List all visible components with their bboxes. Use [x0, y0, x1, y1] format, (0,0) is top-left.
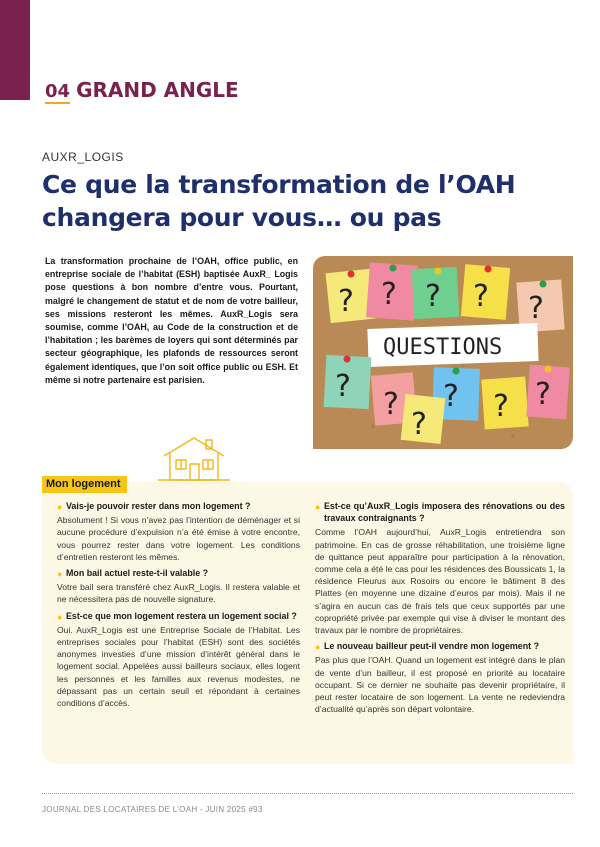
faq-question-text: Est-ce qu’AuxR_Logis imposera des rénovations ou des travaux contraignants ? [324, 501, 565, 524]
svg-text:?: ? [381, 277, 397, 312]
photo-word: QUESTIONS [383, 335, 503, 360]
faq-answer: Comme l’OAH aujourd’hui, AuxR_Logis entretiendra son patrimoine. En cas de grosse réhabilitation, une troisième ligne de quittance peut apparaître pour participation à la rénovation, comme cela a été le cas pour les résidences des Boussicats 1, la résidence Fleurus aux Rosoirs ou encore le bâtiment 8 des Plattes (en moyenne une dizaine d’euros par mois). Mais il ne s’agira en aucun cas de frais tels que ceux supportés par une copropriété privée par exemple qui vise à diviser le montant des travaux par le nombre de propriétaires. [315, 527, 565, 636]
article-intro: La transformation prochaine de l’OAH, office public, en entreprise sociale de l’habitat (ESH) baptisée AuxR_ Logis pose questions à bon nombre d’entre vous. Pourtant, malgré le changement de statut et de nom de votre bailleur, ses missions resteront les mêmes. AuxR_Logis sera soumise, comme l’OAH, au Code de la construction et de l’habitation ; les barèmes de loyers qui sont déterminés par secteur géographique, les plafonds de ressources seront également identiques, que l’on soit office public ou ESH. Et même si notre partenaire est parisien. [45, 256, 298, 385]
svg-text:?: ? [425, 279, 441, 314]
bullet-icon: ● [57, 611, 63, 622]
footer-divider [42, 793, 573, 794]
house-icon [158, 434, 230, 482]
page-footer: JOURNAL DES LOCATAIRES DE L’OAH - JUIN 2025 #93 [42, 805, 263, 814]
faq-question [57, 610, 300, 622]
svg-text:?: ? [443, 379, 459, 414]
svg-text:?: ? [535, 377, 551, 412]
section-number: 04 [45, 81, 71, 102]
faq-question-text: Est-ce que mon logement restera un logement social ? [66, 610, 297, 621]
article-headline: Ce que la transformation de l’OAH changera pour vous… ou pas [42, 170, 516, 232]
svg-text:?: ? [411, 407, 427, 442]
article-kicker: AUXR_LOGIS [42, 150, 124, 164]
svg-text:?: ? [338, 284, 354, 319]
faq-answer: Pas plus que l’OAH. Quand un logement est intégré dans le plan de vente d’un bailleur, il est proposé en priorité au locataire occupant. Si ce dernier ne souhaite pas devenir propriétaire, il peut rester locataire de son logement. La vente ne redeviendra d’actualité qu’après son départ volontaire. [315, 655, 565, 715]
bullet-icon: ● [315, 502, 321, 512]
faq-answer: Votre bail sera transféré chez AuxR_Logis. Il restera valable et ne nécessitera pas de nouvelle signature. [57, 582, 300, 605]
svg-text:?: ? [335, 369, 351, 404]
faq-question [315, 640, 565, 652]
section-title: GRAND ANGLE [76, 78, 239, 102]
faq-question-text: Mon bail actuel reste-t-il valable ? [66, 568, 209, 579]
bullet-icon: ● [57, 569, 63, 580]
bullet-icon: ● [315, 642, 321, 653]
svg-text:?: ? [383, 387, 399, 422]
faq-answer: Oui. AuxR_Logis est une Entreprise Sociale de l’Habitat. Les entreprises sociales pour l’habitat (ESH) sont des sociétés anonymes investies d’une mission d’intérêt général dans le logement social. Appelées aussi bailleurs sociaux, elles logent les personnes et les familles aux revenus modestes, ne dépassant pas un certain seuil et répondant à certaines conditions d’accès. [57, 624, 300, 709]
svg-text:?: ? [493, 389, 509, 424]
faq-left-column [57, 500, 300, 713]
questions-photo [313, 256, 573, 449]
svg-text:?: ? [473, 279, 489, 314]
faq-answer: Absolument ! Si vous n’avez pas l’intention de déménager et si aucune procédure d’expulsion n’a été émise à votre encontre, vous pourrez rester dans votre logement. Les conditions d’entretien resteront les mêmes. [57, 515, 300, 562]
corner-accent-bar [0, 0, 30, 100]
faq-question [57, 567, 300, 579]
svg-text:?: ? [528, 291, 544, 326]
section-header [45, 78, 239, 104]
faq-question [57, 500, 300, 512]
faq-tab-label: Mon logement [42, 476, 127, 493]
faq-question-text: Le nouveau bailleur peut-il vendre mon logement ? [324, 641, 540, 652]
faq-right-column [315, 500, 565, 719]
faq-question-text: Vais-je pouvoir rester dans mon logement ? [66, 501, 251, 511]
faq-question [315, 500, 565, 524]
bullet-icon: ● [57, 502, 63, 512]
